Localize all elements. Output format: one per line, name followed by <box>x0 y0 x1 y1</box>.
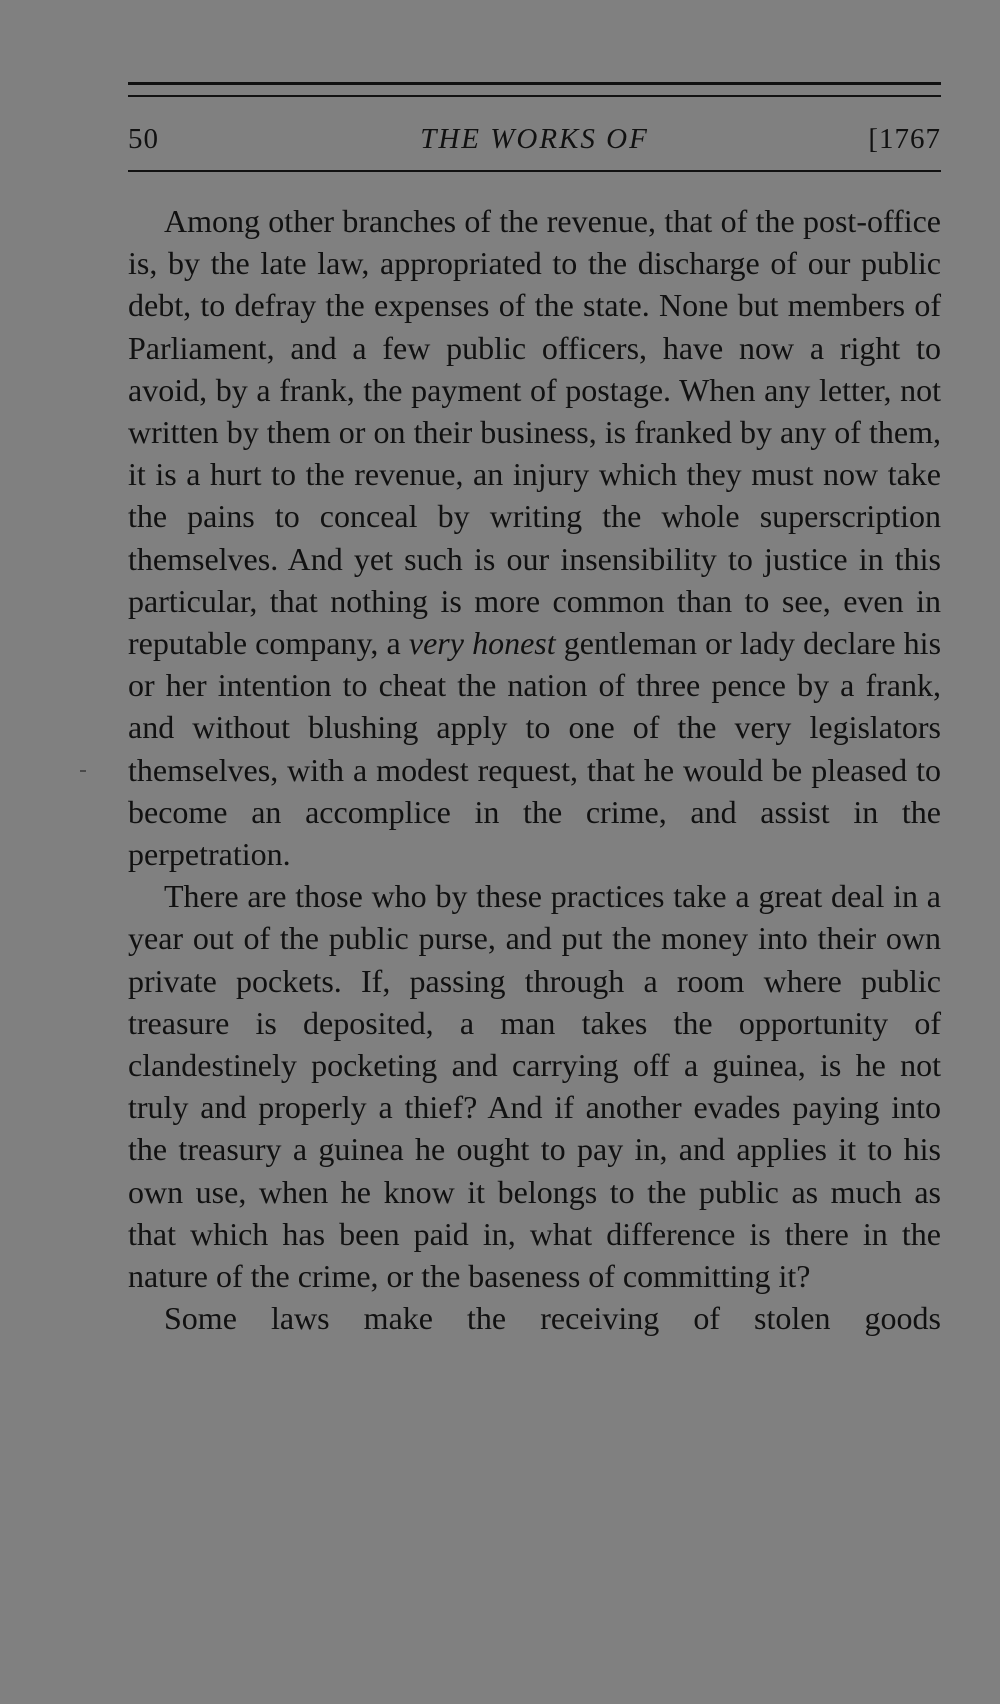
running-title: THE WORKS OF <box>420 123 649 155</box>
body-text <box>128 200 941 1339</box>
header-underline-rule <box>128 170 941 172</box>
header-year: [1767 <box>868 123 941 155</box>
top-double-rule-upper <box>128 82 941 85</box>
paragraph-2: There are those who by these practices take a great deal in a year out of the public purse, and put the money into their own private pockets. If, passing through a room where public treasure is deposited, a man takes the opportunity of clandestinely pocketing and carrying off a guinea, is he not truly and properly a thief? And if another evades paying into the treasury a guinea he ought to pay in, and applies it to his own use, when he know it belongs to the public as much as that which has been paid in, what difference is there in the nature of the crime, or the baseness of committing it? <box>128 878 941 1295</box>
running-header <box>128 118 941 160</box>
page-number: 50 <box>128 123 159 155</box>
paragraph-1-text-pre: Among other branches of the revenue, that of the post-office is, by the late law, appropriated to the discharge of our public debt, to defray the expenses of the state. None but members of Parliament, and a few public officers, have now a right to avoid, by a frank, the payment of postage. When any letter, not written by them or on their business, is franked by any of them, it is a hurt to the revenue, an injury which they must now take the pains to conceal by writing the whole superscription themselves. And yet such is our insensibility to justice in this particular, that nothing is more common than to see, even in reputable company, a <box>128 203 941 662</box>
paragraph-1 <box>128 200 941 875</box>
paragraph-1-text-post: gentleman or lady declare his or her intention to cheat the nation of three pence by a frank, and without blushing apply to one of the very legislators themselves, with a modest request, that he would be pleased to become an accomplice in the crime, and assist in the perpetration. <box>128 625 942 873</box>
paragraph-1-emphasis: very honest <box>408 625 556 662</box>
margin-mark <box>80 770 86 772</box>
top-double-rule-lower <box>128 95 941 97</box>
paragraph-3: Some laws make the receiving of stolen goods <box>164 1300 941 1337</box>
